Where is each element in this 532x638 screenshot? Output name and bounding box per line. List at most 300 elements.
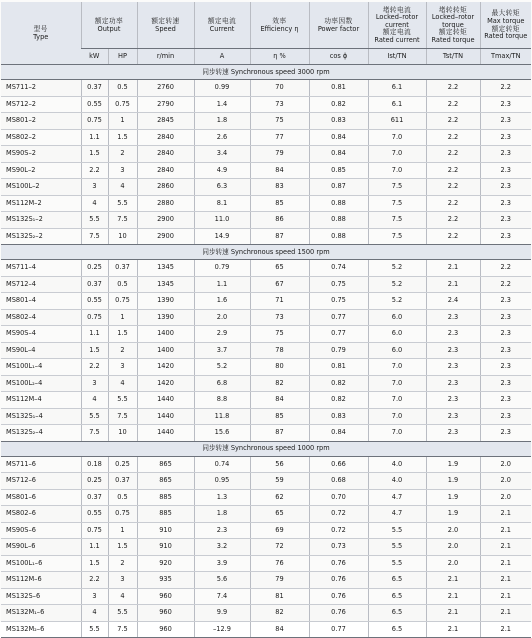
cell-speed: 2760	[137, 80, 194, 97]
cell-power-factor: 0.75	[309, 293, 368, 310]
cell-locked-current: 4.7	[368, 489, 426, 506]
table-row	[1, 96, 531, 113]
cell-locked-torque: 2.1	[426, 588, 480, 605]
table-row	[1, 605, 531, 622]
cell-locked-current: 6.0	[368, 309, 426, 326]
cell-model: MS132S–6	[1, 588, 81, 605]
cell-speed: 2860	[137, 179, 194, 196]
cell-output-hp: 0.75	[108, 506, 137, 523]
cell-max-torque: 2.1	[480, 522, 531, 539]
cell-locked-torque: 2.0	[426, 522, 480, 539]
cell-power-factor: 0.76	[309, 572, 368, 589]
cell-locked-current: 7.0	[368, 359, 426, 376]
cell-locked-torque: 1.9	[426, 506, 480, 523]
cell-power-factor: 0.74	[309, 260, 368, 277]
cell-efficiency: 72	[250, 539, 309, 556]
cell-efficiency: 84	[250, 621, 309, 638]
cell-power-factor: 0.82	[309, 375, 368, 392]
cell-output-kw: 7.5	[81, 228, 108, 245]
cell-output-kw: 5.5	[81, 621, 108, 638]
cell-model: MS801–4	[1, 293, 81, 310]
section-header-row	[1, 441, 531, 456]
table-row	[1, 425, 531, 442]
cell-max-torque: 2.3	[480, 408, 531, 425]
cell-max-torque: 2.3	[480, 129, 531, 146]
cell-max-torque: 2.3	[480, 113, 531, 130]
cell-output-kw: 0.75	[81, 309, 108, 326]
cell-model: MS712–2	[1, 96, 81, 113]
cell-efficiency: 59	[250, 473, 309, 490]
cell-speed: 910	[137, 539, 194, 556]
col-model-header: 型号 Type	[1, 2, 81, 65]
cell-power-factor: 0.82	[309, 392, 368, 409]
cell-locked-torque: 2.2	[426, 162, 480, 179]
cell-max-torque: 2.2	[480, 80, 531, 97]
cell-efficiency: 85	[250, 195, 309, 212]
cell-output-kw: 1.1	[81, 129, 108, 146]
cell-model: MS132S₂–4	[1, 425, 81, 442]
cell-power-factor: 0.88	[309, 195, 368, 212]
section-title: 同步转速 Synchronous speed 1000 rpm	[1, 441, 531, 456]
cell-max-torque: 2.3	[480, 375, 531, 392]
cell-locked-current: 7.0	[368, 375, 426, 392]
cell-output-hp: 2	[108, 146, 137, 163]
cell-current: 5.6	[194, 572, 250, 589]
cell-speed: 1345	[137, 260, 194, 277]
cell-max-torque: 2.3	[480, 309, 531, 326]
cell-speed: 2880	[137, 195, 194, 212]
cell-current: 1.3	[194, 489, 250, 506]
table-row	[1, 572, 531, 589]
cell-speed: 865	[137, 456, 194, 473]
cell-efficiency: 67	[250, 276, 309, 293]
cell-max-torque: 2.3	[480, 162, 531, 179]
cell-locked-current: 6.0	[368, 326, 426, 343]
cell-locked-current: 6.5	[368, 621, 426, 638]
cell-output-hp: 4	[108, 179, 137, 196]
col-locked-current-header: 堵转电流 Locked–rotor current 额定电流 Rated current	[368, 2, 426, 49]
cell-speed: 1345	[137, 276, 194, 293]
table-row	[1, 392, 531, 409]
cell-model: MS801–2	[1, 113, 81, 130]
cell-efficiency: 79	[250, 572, 309, 589]
cell-max-torque: 2.3	[480, 359, 531, 376]
table-row	[1, 162, 531, 179]
cell-locked-torque: 2.3	[426, 408, 480, 425]
col-speed-header: 额定转速 Speed	[137, 2, 194, 49]
cell-speed: 1420	[137, 359, 194, 376]
cell-locked-torque: 2.3	[426, 309, 480, 326]
cell-speed: 1400	[137, 342, 194, 359]
cell-power-factor: 0.88	[309, 212, 368, 229]
cell-output-kw: 1.1	[81, 326, 108, 343]
table-row	[1, 539, 531, 556]
cell-efficiency: 65	[250, 506, 309, 523]
cell-current: 1.8	[194, 113, 250, 130]
cell-efficiency: 70	[250, 80, 309, 97]
cell-current: 3.2	[194, 539, 250, 556]
cell-locked-current: 4.7	[368, 506, 426, 523]
cell-efficiency: 86	[250, 212, 309, 229]
cell-speed: 2840	[137, 162, 194, 179]
cell-max-torque: 2.1	[480, 605, 531, 622]
cell-output-kw: 0.37	[81, 276, 108, 293]
cell-efficiency: 81	[250, 588, 309, 605]
cell-current: 2.0	[194, 309, 250, 326]
cell-current: 2.9	[194, 326, 250, 343]
table-row	[1, 129, 531, 146]
cell-speed: 960	[137, 605, 194, 622]
cell-locked-current: 7.5	[368, 228, 426, 245]
cell-locked-current: 7.0	[368, 425, 426, 442]
cell-output-hp: 0.5	[108, 80, 137, 97]
cell-locked-torque: 2.1	[426, 621, 480, 638]
cell-power-factor: 0.87	[309, 179, 368, 196]
cell-model: MS802–2	[1, 129, 81, 146]
cell-model: MS132S₁–4	[1, 408, 81, 425]
unit-current: A	[194, 49, 250, 65]
cell-output-hp: 10	[108, 425, 137, 442]
cell-efficiency: 65	[250, 260, 309, 277]
cell-efficiency: 82	[250, 375, 309, 392]
cell-model: MS90S–6	[1, 522, 81, 539]
cell-locked-current: 5.5	[368, 539, 426, 556]
cell-model: MS100L₁–4	[1, 359, 81, 376]
table-row	[1, 179, 531, 196]
cell-locked-torque: 2.2	[426, 195, 480, 212]
cell-current: 0.79	[194, 260, 250, 277]
cell-efficiency: 82	[250, 605, 309, 622]
cell-model: MS90L–2	[1, 162, 81, 179]
cell-output-hp: 5.5	[108, 605, 137, 622]
cell-model: MS802–6	[1, 506, 81, 523]
cell-speed: 1400	[137, 326, 194, 343]
unit-efficiency: η %	[250, 49, 309, 65]
cell-locked-current: 7.0	[368, 146, 426, 163]
cell-output-kw: 2.2	[81, 162, 108, 179]
cell-output-kw: 1.5	[81, 555, 108, 572]
cell-output-kw: 7.5	[81, 425, 108, 442]
cell-current: 15.6	[194, 425, 250, 442]
cell-power-factor: 0.77	[309, 621, 368, 638]
cell-model: MS132M₂–6	[1, 621, 81, 638]
cell-speed: 1440	[137, 425, 194, 442]
cell-locked-current: 4.0	[368, 456, 426, 473]
cell-output-hp: 2	[108, 342, 137, 359]
cell-locked-current: 7.0	[368, 129, 426, 146]
cell-current: 1.8	[194, 506, 250, 523]
table-body	[1, 65, 531, 638]
cell-model: MS112M–4	[1, 392, 81, 409]
table-row	[1, 473, 531, 490]
cell-output-hp: 0.25	[108, 456, 137, 473]
cell-locked-current: 7.5	[368, 195, 426, 212]
cell-output-kw: 3	[81, 375, 108, 392]
cell-speed: 2900	[137, 212, 194, 229]
cell-locked-torque: 2.0	[426, 555, 480, 572]
cell-output-hp: 0.5	[108, 489, 137, 506]
cell-locked-torque: 2.1	[426, 260, 480, 277]
cell-speed: 2840	[137, 146, 194, 163]
cell-speed: 960	[137, 621, 194, 638]
cell-model: MS100L–2	[1, 179, 81, 196]
cell-current: 8.1	[194, 195, 250, 212]
cell-power-factor: 0.88	[309, 228, 368, 245]
cell-locked-torque: 1.9	[426, 456, 480, 473]
table-row	[1, 456, 531, 473]
cell-current: 11.0	[194, 212, 250, 229]
cell-max-torque: 2.1	[480, 555, 531, 572]
cell-output-hp: 7.5	[108, 621, 137, 638]
cell-locked-torque: 2.3	[426, 425, 480, 442]
cell-model: MS712–6	[1, 473, 81, 490]
cell-current: 9.9	[194, 605, 250, 622]
cell-locked-torque: 1.9	[426, 489, 480, 506]
cell-locked-current: 611	[368, 113, 426, 130]
cell-model: MS711–6	[1, 456, 81, 473]
cell-locked-torque: 2.4	[426, 293, 480, 310]
cell-speed: 885	[137, 489, 194, 506]
cell-locked-torque: 2.2	[426, 96, 480, 113]
cell-speed: 1390	[137, 293, 194, 310]
cell-locked-current: 7.0	[368, 392, 426, 409]
cell-model: MS132S₁–2	[1, 212, 81, 229]
cell-output-hp: 2	[108, 555, 137, 572]
cell-locked-torque: 2.1	[426, 276, 480, 293]
cell-locked-torque: 2.2	[426, 146, 480, 163]
cell-max-torque: 2.3	[480, 326, 531, 343]
col-output-header: 额定功率 Output	[81, 2, 137, 49]
cell-output-hp: 1	[108, 522, 137, 539]
cell-power-factor: 0.83	[309, 113, 368, 130]
cell-max-torque: 2.3	[480, 342, 531, 359]
cell-locked-current: 5.5	[368, 555, 426, 572]
cell-locked-current: 4.0	[368, 473, 426, 490]
col-current-header: 额定电流 Current	[194, 2, 250, 49]
unit-locked-torque: Tst/TN	[426, 49, 480, 65]
cell-max-torque: 2.1	[480, 621, 531, 638]
cell-speed: 2900	[137, 228, 194, 245]
cell-speed: 1390	[137, 309, 194, 326]
cell-locked-torque: 1.9	[426, 473, 480, 490]
table-row	[1, 375, 531, 392]
cell-max-torque: 2.1	[480, 588, 531, 605]
cell-speed: 1440	[137, 408, 194, 425]
cell-power-factor: 0.77	[309, 309, 368, 326]
cell-power-factor: 0.66	[309, 456, 368, 473]
cell-output-kw: 0.55	[81, 506, 108, 523]
cell-max-torque: 2.3	[480, 228, 531, 245]
table-row	[1, 276, 531, 293]
cell-current: 4.9	[194, 162, 250, 179]
table-row	[1, 146, 531, 163]
cell-output-kw: 2.2	[81, 359, 108, 376]
cell-power-factor: 0.83	[309, 408, 368, 425]
cell-output-kw: 1.5	[81, 342, 108, 359]
cell-speed: 2845	[137, 113, 194, 130]
cell-current: 3.4	[194, 146, 250, 163]
cell-power-factor: 0.84	[309, 129, 368, 146]
cell-efficiency: 56	[250, 456, 309, 473]
cell-output-hp: 1.5	[108, 326, 137, 343]
cell-output-hp: 0.37	[108, 260, 137, 277]
cell-efficiency: 87	[250, 425, 309, 442]
cell-efficiency: 73	[250, 309, 309, 326]
cell-power-factor: 0.81	[309, 80, 368, 97]
unit-power-factor: cos ϕ	[309, 49, 368, 65]
cell-locked-current: 6.0	[368, 342, 426, 359]
cell-output-hp: 3	[108, 162, 137, 179]
cell-output-kw: 0.18	[81, 456, 108, 473]
cell-model: MS100L₁–6	[1, 555, 81, 572]
cell-output-hp: 5.5	[108, 195, 137, 212]
cell-locked-current: 6.5	[368, 588, 426, 605]
cell-efficiency: 87	[250, 228, 309, 245]
cell-output-kw: 0.75	[81, 113, 108, 130]
cell-model: MS90S–2	[1, 146, 81, 163]
cell-locked-current: 6.5	[368, 605, 426, 622]
cell-output-hp: 5.5	[108, 392, 137, 409]
cell-output-kw: 3	[81, 179, 108, 196]
cell-output-hp: 1	[108, 113, 137, 130]
cell-model: MS801–6	[1, 489, 81, 506]
col-locked-torque-header: 堵转转矩 Locked–rotor torque 额定转矩 Rated torque	[426, 2, 480, 49]
cell-current: –12.9	[194, 621, 250, 638]
cell-current: 0.74	[194, 456, 250, 473]
cell-current: 5.2	[194, 359, 250, 376]
cell-max-torque: 2.3	[480, 96, 531, 113]
table-row	[1, 80, 531, 97]
cell-power-factor: 0.82	[309, 96, 368, 113]
cell-model: MS132M₁–6	[1, 605, 81, 622]
cell-power-factor: 0.72	[309, 522, 368, 539]
cell-locked-current: 5.2	[368, 293, 426, 310]
table-row	[1, 113, 531, 130]
cell-output-hp: 0.5	[108, 276, 137, 293]
table-row	[1, 522, 531, 539]
cell-max-torque: 2.1	[480, 539, 531, 556]
table-row	[1, 359, 531, 376]
cell-max-torque: 2.3	[480, 212, 531, 229]
cell-power-factor: 0.84	[309, 425, 368, 442]
cell-power-factor: 0.73	[309, 539, 368, 556]
cell-output-kw: 1.5	[81, 146, 108, 163]
cell-locked-current: 6.5	[368, 572, 426, 589]
cell-power-factor: 0.81	[309, 359, 368, 376]
cell-locked-current: 5.5	[368, 522, 426, 539]
cell-max-torque: 2.3	[480, 179, 531, 196]
cell-output-kw: 0.37	[81, 489, 108, 506]
cell-speed: 920	[137, 555, 194, 572]
cell-power-factor: 0.75	[309, 276, 368, 293]
table-row	[1, 342, 531, 359]
cell-output-hp: 4	[108, 375, 137, 392]
cell-current: 1.6	[194, 293, 250, 310]
cell-locked-torque: 2.2	[426, 228, 480, 245]
cell-locked-torque: 2.2	[426, 212, 480, 229]
cell-locked-torque: 2.3	[426, 392, 480, 409]
cell-efficiency: 75	[250, 326, 309, 343]
cell-output-kw: 4	[81, 605, 108, 622]
cell-speed: 935	[137, 572, 194, 589]
cell-efficiency: 69	[250, 522, 309, 539]
cell-max-torque: 2.3	[480, 146, 531, 163]
cell-locked-current: 5.2	[368, 276, 426, 293]
cell-locked-current: 7.5	[368, 212, 426, 229]
cell-locked-torque: 2.2	[426, 179, 480, 196]
cell-power-factor: 0.84	[309, 146, 368, 163]
cell-output-kw: 0.37	[81, 80, 108, 97]
cell-output-hp: 4	[108, 588, 137, 605]
cell-speed: 910	[137, 522, 194, 539]
cell-current: 8.8	[194, 392, 250, 409]
cell-output-hp: 1.5	[108, 539, 137, 556]
cell-output-hp: 0.75	[108, 293, 137, 310]
cell-locked-torque: 2.2	[426, 80, 480, 97]
cell-current: 11.8	[194, 408, 250, 425]
cell-current: 1.1	[194, 276, 250, 293]
table-row	[1, 621, 531, 638]
cell-max-torque: 2.3	[480, 425, 531, 442]
cell-efficiency: 73	[250, 96, 309, 113]
cell-output-hp: 3	[108, 359, 137, 376]
cell-output-kw: 4	[81, 392, 108, 409]
cell-model: MS90S–4	[1, 326, 81, 343]
cell-efficiency: 84	[250, 162, 309, 179]
cell-current: 6.3	[194, 179, 250, 196]
cell-model: MS112M–2	[1, 195, 81, 212]
col-power-factor-header: 功率因数 Power factor	[309, 2, 368, 49]
cell-speed: 2790	[137, 96, 194, 113]
table-header	[1, 2, 531, 65]
cell-current: 7.4	[194, 588, 250, 605]
cell-efficiency: 84	[250, 392, 309, 409]
cell-max-torque: 2.1	[480, 572, 531, 589]
cell-power-factor: 0.76	[309, 588, 368, 605]
cell-model: MS112M–6	[1, 572, 81, 589]
col-max-torque-header: 最大转矩 Max torque 额定转矩 Rated torque	[480, 2, 531, 49]
cell-output-hp: 7.5	[108, 212, 137, 229]
cell-max-torque: 2.2	[480, 260, 531, 277]
cell-locked-torque: 2.2	[426, 129, 480, 146]
cell-power-factor: 0.79	[309, 342, 368, 359]
cell-locked-torque: 2.1	[426, 572, 480, 589]
unit-locked-current: Ist/TN	[368, 49, 426, 65]
cell-output-kw: 1.1	[81, 539, 108, 556]
cell-speed: 885	[137, 506, 194, 523]
cell-locked-torque: 2.3	[426, 359, 480, 376]
unit-hp: HP	[108, 49, 137, 65]
cell-model: MS711–4	[1, 260, 81, 277]
cell-output-hp: 3	[108, 572, 137, 589]
cell-efficiency: 85	[250, 408, 309, 425]
cell-model: MS90L–4	[1, 342, 81, 359]
cell-output-kw: 3	[81, 588, 108, 605]
cell-output-kw: 0.55	[81, 293, 108, 310]
cell-efficiency: 62	[250, 489, 309, 506]
cell-locked-torque: 2.3	[426, 326, 480, 343]
section-header-row	[1, 245, 531, 260]
cell-current: 2.3	[194, 522, 250, 539]
cell-model: MS711–2	[1, 80, 81, 97]
cell-model: MS712–4	[1, 276, 81, 293]
table-row	[1, 408, 531, 425]
cell-speed: 1440	[137, 392, 194, 409]
cell-locked-current: 7.5	[368, 179, 426, 196]
cell-output-kw: 0.55	[81, 96, 108, 113]
unit-kw: kW	[81, 49, 108, 65]
unit-speed: r/min	[137, 49, 194, 65]
